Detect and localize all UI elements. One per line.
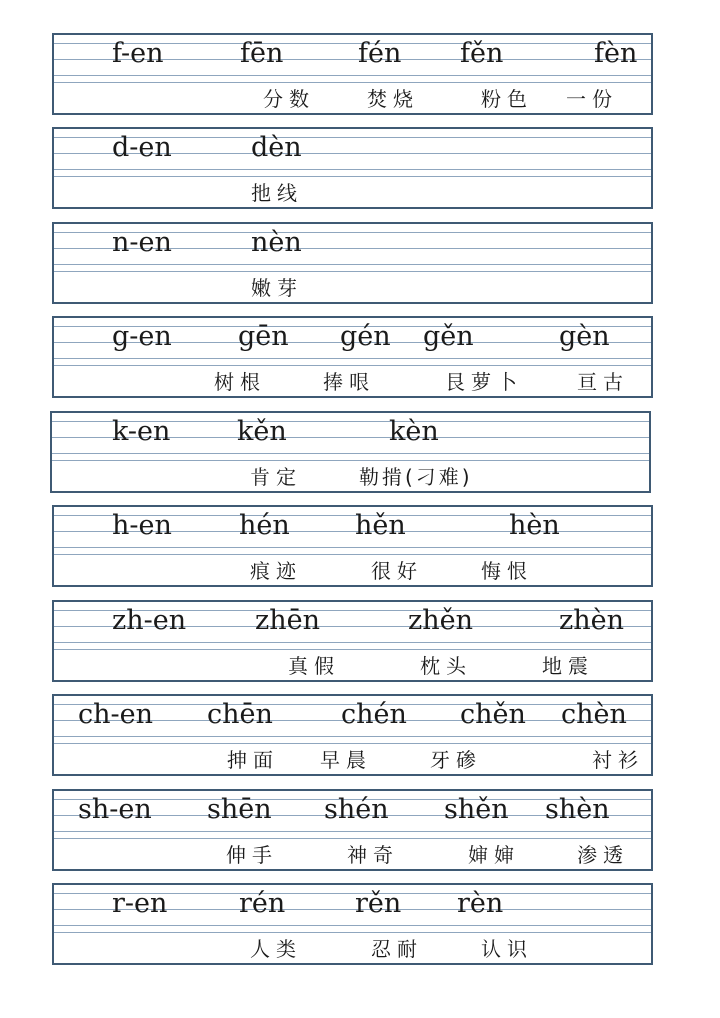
guide-line — [54, 75, 651, 76]
example-word: 捧哏 — [323, 370, 375, 394]
pinyin-card-zh-en — [52, 600, 653, 682]
guide-line — [54, 554, 651, 555]
guide-line — [54, 271, 651, 272]
guide-line — [54, 743, 651, 744]
example-word: 嫩芽 — [251, 276, 303, 300]
example-word: 衬衫 — [592, 748, 644, 772]
pinyin-card-ch-en — [52, 694, 653, 776]
tone-1: zhēn — [255, 605, 320, 636]
tone-2: kèn — [389, 416, 439, 447]
tone-1: fēn — [240, 38, 284, 69]
tone-4: fèn — [594, 38, 638, 69]
tone-1: dèn — [251, 132, 302, 163]
guide-line — [54, 358, 651, 359]
tone-3: rèn — [457, 888, 504, 919]
example-word: 神奇 — [347, 843, 399, 867]
tone-3: fěn — [460, 38, 504, 69]
tone-1: gēn — [238, 321, 289, 352]
guide-line — [54, 831, 651, 832]
tone-3: hèn — [509, 510, 560, 541]
pinyin-card-n-en — [52, 222, 653, 304]
example-word: 艮萝卜 — [445, 370, 523, 394]
guide-line — [54, 365, 651, 366]
tone-2: chén — [341, 699, 407, 730]
tone-2: fén — [358, 38, 402, 69]
tone-1: shēn — [207, 794, 272, 825]
syllable-label: d-en — [112, 132, 172, 163]
guide-line — [54, 547, 651, 548]
example-word: 勒掯(刁难) — [359, 465, 473, 489]
pinyin-card-f-en — [52, 33, 653, 115]
example-word: 早晨 — [320, 748, 372, 772]
example-word: 亘古 — [577, 370, 629, 394]
tone-3: gěn — [423, 321, 474, 352]
tone-4: chèn — [561, 699, 627, 730]
guide-line — [54, 932, 651, 933]
pinyin-card-r-en — [52, 883, 653, 965]
example-word: 粉色 — [481, 87, 533, 111]
guide-line — [52, 453, 649, 454]
tone-1: kěn — [237, 416, 287, 447]
example-word: 痕迹 — [250, 559, 302, 583]
tone-2: shén — [324, 794, 389, 825]
example-word: 枕头 — [420, 654, 472, 678]
example-word: 悔恨 — [481, 559, 533, 583]
example-word: 伸手 — [226, 843, 278, 867]
example-word: 真假 — [288, 654, 340, 678]
tone-2: hěn — [355, 510, 406, 541]
example-word: 扡线 — [251, 181, 303, 205]
pinyin-card-sh-en — [52, 789, 653, 871]
example-word: 分数 — [263, 87, 315, 111]
example-word: 渗透 — [577, 843, 629, 867]
example-word: 人类 — [250, 937, 302, 961]
example-word: 认识 — [481, 937, 533, 961]
syllable-label: k-en — [112, 416, 171, 447]
syllable-label: r-en — [112, 888, 168, 919]
syllable-label: sh-en — [78, 794, 152, 825]
pinyin-card-g-en — [52, 316, 653, 398]
tone-3: zhèn — [559, 605, 624, 636]
tone-4: shèn — [545, 794, 610, 825]
example-word: 忍耐 — [371, 937, 423, 961]
example-word: 抻面 — [227, 748, 279, 772]
guide-line — [54, 169, 651, 170]
example-word: 一份 — [566, 87, 618, 111]
pinyin-card-h-en — [52, 505, 653, 587]
tone-2: rěn — [355, 888, 402, 919]
tone-3: chěn — [460, 699, 526, 730]
guide-line — [54, 925, 651, 926]
example-word: 肯定 — [250, 465, 302, 489]
tone-1: hén — [239, 510, 290, 541]
syllable-label: zh-en — [112, 605, 187, 636]
tone-1: chēn — [207, 699, 273, 730]
syllable-label: n-en — [112, 227, 172, 258]
syllable-label: h-en — [112, 510, 172, 541]
syllable-label: ch-en — [78, 699, 154, 730]
guide-line — [54, 82, 651, 83]
syllable-label: f-en — [112, 38, 164, 69]
guide-line — [52, 460, 649, 461]
pinyin-card-k-en — [50, 411, 651, 493]
example-word: 地震 — [542, 654, 594, 678]
guide-line — [54, 264, 651, 265]
example-word: 焚烧 — [367, 87, 419, 111]
guide-line — [54, 176, 651, 177]
tone-4: gèn — [559, 321, 610, 352]
guide-line — [54, 838, 651, 839]
tone-2: zhěn — [408, 605, 473, 636]
tone-2: gén — [340, 321, 391, 352]
example-word: 婶婶 — [468, 843, 520, 867]
guide-line — [54, 649, 651, 650]
example-word: 牙碜 — [430, 748, 482, 772]
example-word: 树根 — [214, 370, 266, 394]
guide-line — [54, 642, 651, 643]
example-word: 很好 — [371, 559, 423, 583]
syllable-label: g-en — [112, 321, 172, 352]
guide-line — [54, 736, 651, 737]
tone-3: shěn — [444, 794, 509, 825]
pinyin-card-d-en — [52, 127, 653, 209]
tone-1: nèn — [251, 227, 302, 258]
tone-1: rén — [239, 888, 286, 919]
